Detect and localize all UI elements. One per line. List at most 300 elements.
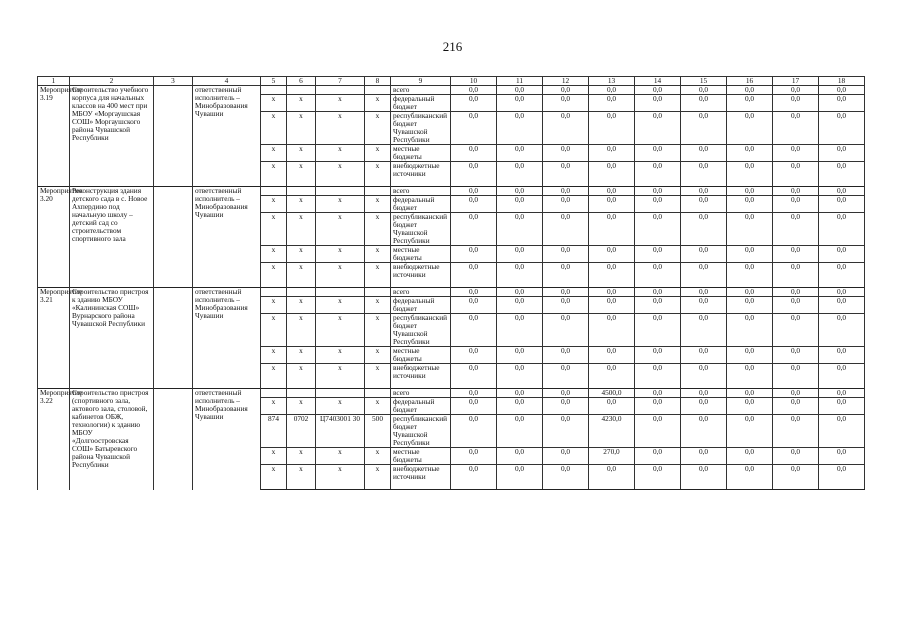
measure-name: Строительство учебного корпуса для начальных классов на 400 мест при МБОУ «Моргаушская СОШ» Моргаушского района Чувашской Республики <box>70 86 154 187</box>
funding-source: федеральный бюджет <box>391 95 451 112</box>
amount-cell: 0,0 <box>589 465 635 490</box>
amount-cell: 0,0 <box>819 297 865 314</box>
budget-code-c8: x <box>365 95 391 112</box>
table-row <box>38 86 865 95</box>
column-number: 13 <box>589 77 635 86</box>
amount-cell: 0,0 <box>543 246 589 263</box>
column-number: 16 <box>727 77 773 86</box>
column-number-row <box>38 77 865 86</box>
amount-cell: 0,0 <box>451 196 497 213</box>
amount-cell: 0,0 <box>819 347 865 364</box>
amount-cell: 0,0 <box>727 263 773 288</box>
column-number: 5 <box>261 77 287 86</box>
amount-cell: 0,0 <box>819 145 865 162</box>
amount-cell: 0,0 <box>681 86 727 95</box>
funding-source: всего <box>391 389 451 398</box>
budget-code-c5: x <box>261 213 287 246</box>
funding-source: внебюджетные источники <box>391 263 451 288</box>
amount-cell: 0,0 <box>681 314 727 347</box>
amount-cell: 0,0 <box>681 263 727 288</box>
budget-code-c7: x <box>316 213 365 246</box>
amount-cell: 0,0 <box>497 213 543 246</box>
amount-cell: 0,0 <box>819 288 865 297</box>
amount-cell: 0,0 <box>819 95 865 112</box>
page-number: 216 <box>442 39 463 54</box>
budget-code-c5: x <box>261 95 287 112</box>
participant-cell <box>154 288 193 389</box>
amount-cell: 0,0 <box>635 314 681 347</box>
amount-cell: 4230,0 <box>589 415 635 448</box>
budget-code-c6: x <box>287 364 316 389</box>
amount-cell: 0,0 <box>635 145 681 162</box>
amount-cell: 0,0 <box>773 162 819 187</box>
amount-cell: 0,0 <box>635 263 681 288</box>
amount-cell: 0,0 <box>681 246 727 263</box>
amount-cell: 0,0 <box>497 196 543 213</box>
amount-cell: 0,0 <box>773 187 819 196</box>
amount-cell: 0,0 <box>635 95 681 112</box>
amount-cell: 4500,0 <box>589 389 635 398</box>
column-number: 14 <box>635 77 681 86</box>
amount-cell: 0,0 <box>773 465 819 490</box>
amount-cell: 0,0 <box>589 86 635 95</box>
amount-cell: 0,0 <box>543 145 589 162</box>
amount-cell: 0,0 <box>497 263 543 288</box>
funding-source: всего <box>391 288 451 297</box>
amount-cell: 0,0 <box>543 347 589 364</box>
funding-source: внебюджетные источники <box>391 162 451 187</box>
amount-cell: 0,0 <box>497 415 543 448</box>
amount-cell: 0,0 <box>635 297 681 314</box>
funding-source: внебюджетные источники <box>391 364 451 389</box>
amount-cell: 0,0 <box>681 297 727 314</box>
amount-cell: 0,0 <box>451 415 497 448</box>
column-number: 2 <box>70 77 154 86</box>
amount-cell: 0,0 <box>589 297 635 314</box>
column-number: 3 <box>154 77 193 86</box>
amount-cell: 0,0 <box>451 145 497 162</box>
amount-cell: 0,0 <box>727 314 773 347</box>
column-number: 17 <box>773 77 819 86</box>
budget-code-c7: Ц7403001 30 <box>316 415 365 448</box>
amount-cell: 0,0 <box>635 213 681 246</box>
amount-cell: 0,0 <box>727 145 773 162</box>
budget-code-c7: x <box>316 263 365 288</box>
amount-cell: 0,0 <box>681 415 727 448</box>
amount-cell: 0,0 <box>589 246 635 263</box>
participant-cell <box>154 389 193 490</box>
amount-cell: 0,0 <box>497 246 543 263</box>
amount-cell: 0,0 <box>497 448 543 465</box>
amount-cell: 0,0 <box>773 112 819 145</box>
funding-source: всего <box>391 187 451 196</box>
amount-cell: 0,0 <box>727 448 773 465</box>
amount-cell: 0,0 <box>681 213 727 246</box>
amount-cell: 0,0 <box>773 297 819 314</box>
column-number: 4 <box>193 77 261 86</box>
amount-cell: 0,0 <box>589 196 635 213</box>
amount-cell: 0,0 <box>727 187 773 196</box>
budget-code-c5: x <box>261 196 287 213</box>
budget-code-c7: x <box>316 465 365 490</box>
amount-cell: 0,0 <box>589 398 635 415</box>
amount-cell: 0,0 <box>635 187 681 196</box>
amount-cell: 0,0 <box>681 448 727 465</box>
budget-code-c7: x <box>316 398 365 415</box>
amount-cell: 0,0 <box>727 389 773 398</box>
funding-source: местные бюджеты <box>391 347 451 364</box>
amount-cell: 0,0 <box>451 448 497 465</box>
amount-cell: 0,0 <box>497 398 543 415</box>
measure-name: Строительство пристроя (спортивного зала, актового зала, столовой, кабинетов ОБЖ, технологии) к зданию МБОУ «Долгоостровская СОШ» Батыревского района Чувашской Республики <box>70 389 154 490</box>
amount-cell: 0,0 <box>773 364 819 389</box>
amount-cell: 0,0 <box>635 465 681 490</box>
amount-cell: 0,0 <box>497 465 543 490</box>
amount-cell: 0,0 <box>543 86 589 95</box>
budget-code-c6: x <box>287 246 316 263</box>
amount-cell: 0,0 <box>681 398 727 415</box>
budget-code-c8: x <box>365 398 391 415</box>
budget-code-c6: x <box>287 448 316 465</box>
amount-cell: 0,0 <box>589 213 635 246</box>
amount-cell: 0,0 <box>681 196 727 213</box>
amount-cell: 0,0 <box>773 415 819 448</box>
budget-code-c6: x <box>287 196 316 213</box>
amount-cell: 0,0 <box>819 162 865 187</box>
budget-code-c6: x <box>287 465 316 490</box>
budget-code-c6: x <box>287 297 316 314</box>
budget-code-c6: x <box>287 145 316 162</box>
amount-cell: 0,0 <box>635 196 681 213</box>
column-number: 1 <box>38 77 70 86</box>
amount-cell: 0,0 <box>819 389 865 398</box>
amount-cell: 0,0 <box>727 465 773 490</box>
budget-code-c7: x <box>316 145 365 162</box>
amount-cell: 0,0 <box>727 162 773 187</box>
amount-cell: 0,0 <box>635 415 681 448</box>
budget-code-c7: x <box>316 246 365 263</box>
amount-cell: 0,0 <box>497 288 543 297</box>
amount-cell: 0,0 <box>773 347 819 364</box>
amount-cell: 0,0 <box>635 162 681 187</box>
amount-cell: 0,0 <box>681 145 727 162</box>
amount-cell: 0,0 <box>543 263 589 288</box>
budget-code-c8: x <box>365 162 391 187</box>
column-number: 7 <box>316 77 365 86</box>
budget-code-c5: 874 <box>261 415 287 448</box>
amount-cell: 0,0 <box>727 196 773 213</box>
budget-code-c8: x <box>365 246 391 263</box>
amount-cell: 0,0 <box>451 364 497 389</box>
amount-cell: 0,0 <box>727 112 773 145</box>
amount-cell: 0,0 <box>773 246 819 263</box>
budget-code-c5: x <box>261 145 287 162</box>
executor-cell: ответственный исполнитель – Минобразования Чувашии <box>193 288 261 389</box>
amount-cell: 0,0 <box>773 86 819 95</box>
amount-cell: 0,0 <box>497 297 543 314</box>
amount-cell: 0,0 <box>589 145 635 162</box>
amount-cell: 0,0 <box>635 347 681 364</box>
budget-code-c8: x <box>365 196 391 213</box>
amount-cell: 0,0 <box>451 95 497 112</box>
amount-cell: 0,0 <box>727 86 773 95</box>
measure-name: Строительство пристроя к зданию МБОУ «Калининская СОШ» Вурнарского района Чувашской Республики <box>70 288 154 389</box>
amount-cell: 0,0 <box>543 448 589 465</box>
funding-source: республиканский бюджет Чувашской Республики <box>391 112 451 145</box>
amount-cell: 0,0 <box>819 415 865 448</box>
table-row <box>38 288 865 297</box>
amount-cell: 0,0 <box>819 314 865 347</box>
amount-cell: 0,0 <box>543 415 589 448</box>
amount-cell: 0,0 <box>543 112 589 145</box>
amount-cell: 0,0 <box>543 162 589 187</box>
amount-cell: 0,0 <box>543 288 589 297</box>
budget-code-c5: x <box>261 263 287 288</box>
amount-cell: 0,0 <box>819 196 865 213</box>
amount-cell: 0,0 <box>589 263 635 288</box>
amount-cell: 0,0 <box>497 162 543 187</box>
amount-cell: 0,0 <box>451 314 497 347</box>
amount-cell: 0,0 <box>589 288 635 297</box>
budget-code-c8: x <box>365 448 391 465</box>
budget-code-c7: x <box>316 112 365 145</box>
amount-cell: 0,0 <box>727 297 773 314</box>
budget-code-c5: x <box>261 347 287 364</box>
amount-cell: 0,0 <box>773 145 819 162</box>
amount-cell: 0,0 <box>819 112 865 145</box>
amount-cell: 0,0 <box>635 246 681 263</box>
amount-cell: 0,0 <box>773 196 819 213</box>
column-number: 18 <box>819 77 865 86</box>
budget-code-c7: x <box>316 162 365 187</box>
amount-cell: 0,0 <box>497 95 543 112</box>
amount-cell: 0,0 <box>497 347 543 364</box>
budget-code-c8: x <box>365 112 391 145</box>
amount-cell: 0,0 <box>819 246 865 263</box>
budget-code-c8: x <box>365 314 391 347</box>
budget-code-c7: x <box>316 364 365 389</box>
amount-cell: 0,0 <box>773 288 819 297</box>
amount-cell: 0,0 <box>773 448 819 465</box>
amount-cell: 0,0 <box>773 95 819 112</box>
executor-cell: ответственный исполнитель – Минобразования Чувашии <box>193 187 261 288</box>
amount-cell: 0,0 <box>497 187 543 196</box>
amount-cell: 0,0 <box>681 465 727 490</box>
amount-cell: 0,0 <box>773 263 819 288</box>
amount-cell: 0,0 <box>543 187 589 196</box>
budget-code-c5: x <box>261 465 287 490</box>
amount-cell: 0,0 <box>451 297 497 314</box>
amount-cell: 0,0 <box>727 347 773 364</box>
budget-code-c8: x <box>365 145 391 162</box>
amount-cell: 0,0 <box>451 389 497 398</box>
budget-code-c6: x <box>287 162 316 187</box>
amount-cell: 0,0 <box>727 95 773 112</box>
funding-source: республиканский бюджет Чувашской Республики <box>391 415 451 448</box>
amount-cell: 0,0 <box>681 95 727 112</box>
amount-cell: 0,0 <box>497 145 543 162</box>
budget-code-c5: x <box>261 364 287 389</box>
measure-code: Мероприятие 3.21 <box>38 288 70 389</box>
amount-cell: 0,0 <box>635 112 681 145</box>
amount-cell: 0,0 <box>635 398 681 415</box>
amount-cell: 0,0 <box>635 86 681 95</box>
budget-code-c6: x <box>287 95 316 112</box>
amount-cell: 0,0 <box>543 465 589 490</box>
amount-cell: 0,0 <box>773 398 819 415</box>
budget-code-c5: x <box>261 246 287 263</box>
budget-code-c5: x <box>261 162 287 187</box>
budget-code-c8: x <box>365 347 391 364</box>
budget-code-c6: 0702 <box>287 415 316 448</box>
amount-cell: 0,0 <box>819 187 865 196</box>
column-number: 10 <box>451 77 497 86</box>
column-number: 12 <box>543 77 589 86</box>
measure-code: Мероприятие 3.22 <box>38 389 70 490</box>
budget-code-c7: x <box>316 297 365 314</box>
budget-code-c8: x <box>365 465 391 490</box>
budget-code-c8: x <box>365 263 391 288</box>
column-number: 15 <box>681 77 727 86</box>
amount-cell: 0,0 <box>451 398 497 415</box>
amount-cell: 0,0 <box>451 162 497 187</box>
amount-cell: 0,0 <box>451 112 497 145</box>
amount-cell: 0,0 <box>589 112 635 145</box>
budget-code-c8: x <box>365 364 391 389</box>
amount-cell: 0,0 <box>727 364 773 389</box>
amount-cell: 0,0 <box>819 213 865 246</box>
amount-cell: 0,0 <box>451 213 497 246</box>
funding-source: федеральный бюджет <box>391 398 451 415</box>
budget-code-c5: x <box>261 297 287 314</box>
amount-cell: 0,0 <box>589 187 635 196</box>
amount-cell: 0,0 <box>543 398 589 415</box>
budget-code-c6: x <box>287 398 316 415</box>
amount-cell: 0,0 <box>451 86 497 95</box>
amount-cell: 0,0 <box>451 263 497 288</box>
amount-cell: 0,0 <box>543 297 589 314</box>
amount-cell: 0,0 <box>727 415 773 448</box>
budget-code-c6: x <box>287 213 316 246</box>
budget-code-c8: 500 <box>365 415 391 448</box>
amount-cell: 0,0 <box>451 465 497 490</box>
amount-cell: 0,0 <box>727 246 773 263</box>
amount-cell: 0,0 <box>681 187 727 196</box>
funding-source: федеральный бюджет <box>391 297 451 314</box>
measure-code: Мероприятие 3.20 <box>38 187 70 288</box>
amount-cell: 0,0 <box>497 112 543 145</box>
amount-cell: 0,0 <box>543 95 589 112</box>
budget-code-c8: x <box>365 213 391 246</box>
amount-cell: 0,0 <box>727 213 773 246</box>
amount-cell: 0,0 <box>681 112 727 145</box>
amount-cell: 0,0 <box>681 162 727 187</box>
funding-source: республиканский бюджет Чувашской Республики <box>391 314 451 347</box>
amount-cell: 0,0 <box>543 213 589 246</box>
amount-cell: 0,0 <box>681 389 727 398</box>
amount-cell: 0,0 <box>497 86 543 95</box>
amount-cell: 270,0 <box>589 448 635 465</box>
measure-code: Мероприятие 3.19 <box>38 86 70 187</box>
participant-cell <box>154 86 193 187</box>
column-number: 8 <box>365 77 391 86</box>
amount-cell: 0,0 <box>819 398 865 415</box>
amount-cell: 0,0 <box>589 347 635 364</box>
budget-code-c5: x <box>261 314 287 347</box>
budget-code-c5: x <box>261 398 287 415</box>
amount-cell: 0,0 <box>589 314 635 347</box>
amount-cell: 0,0 <box>819 448 865 465</box>
amount-cell: 0,0 <box>635 288 681 297</box>
budget-code-c6: x <box>287 314 316 347</box>
budget-code-c6: x <box>287 347 316 364</box>
budget-code-c5: x <box>261 112 287 145</box>
column-number: 6 <box>287 77 316 86</box>
funding-source: внебюджетные источники <box>391 465 451 490</box>
amount-cell: 0,0 <box>543 389 589 398</box>
amount-cell: 0,0 <box>451 187 497 196</box>
amount-cell: 0,0 <box>451 347 497 364</box>
amount-cell: 0,0 <box>543 196 589 213</box>
amount-cell: 0,0 <box>635 389 681 398</box>
table-row <box>38 187 865 196</box>
amount-cell: 0,0 <box>497 389 543 398</box>
budget-code-c6: x <box>287 263 316 288</box>
measure-name: Реконструкция здания детского сада в с. Новое Ахпердино под начальную школу – детский сад со строительством спортивного зала <box>70 187 154 288</box>
amount-cell: 0,0 <box>819 364 865 389</box>
amount-cell: 0,0 <box>543 314 589 347</box>
participant-cell <box>154 187 193 288</box>
budget-code-c6: x <box>287 112 316 145</box>
budget-code-c7: x <box>316 314 365 347</box>
amount-cell: 0,0 <box>819 86 865 95</box>
funding-source: местные бюджеты <box>391 246 451 263</box>
funding-source: федеральный бюджет <box>391 196 451 213</box>
amount-cell: 0,0 <box>497 364 543 389</box>
amount-cell: 0,0 <box>497 314 543 347</box>
amount-cell: 0,0 <box>635 448 681 465</box>
table-row <box>38 389 865 398</box>
amount-cell: 0,0 <box>773 314 819 347</box>
amount-cell: 0,0 <box>727 398 773 415</box>
amount-cell: 0,0 <box>727 288 773 297</box>
budget-code-c7: x <box>316 448 365 465</box>
amount-cell: 0,0 <box>819 263 865 288</box>
amount-cell: 0,0 <box>543 364 589 389</box>
amount-cell: 0,0 <box>681 364 727 389</box>
column-number: 11 <box>497 77 543 86</box>
amount-cell: 0,0 <box>451 288 497 297</box>
amount-cell: 0,0 <box>681 288 727 297</box>
budget-code-c7: x <box>316 347 365 364</box>
amount-cell: 0,0 <box>589 162 635 187</box>
funding-source: местные бюджеты <box>391 145 451 162</box>
column-number: 9 <box>391 77 451 86</box>
budget-code-c8: x <box>365 297 391 314</box>
budget-code-c5: x <box>261 448 287 465</box>
executor-cell: ответственный исполнитель – Минобразования Чувашии <box>193 86 261 187</box>
budget-code-c7: x <box>316 196 365 213</box>
budget-table <box>37 76 865 490</box>
executor-cell: ответственный исполнитель – Минобразования Чувашии <box>193 389 261 490</box>
amount-cell: 0,0 <box>451 246 497 263</box>
amount-cell: 0,0 <box>635 364 681 389</box>
funding-source: республиканский бюджет Чувашской Республики <box>391 213 451 246</box>
budget-code-c7: x <box>316 95 365 112</box>
amount-cell: 0,0 <box>681 347 727 364</box>
amount-cell: 0,0 <box>589 364 635 389</box>
amount-cell: 0,0 <box>589 95 635 112</box>
